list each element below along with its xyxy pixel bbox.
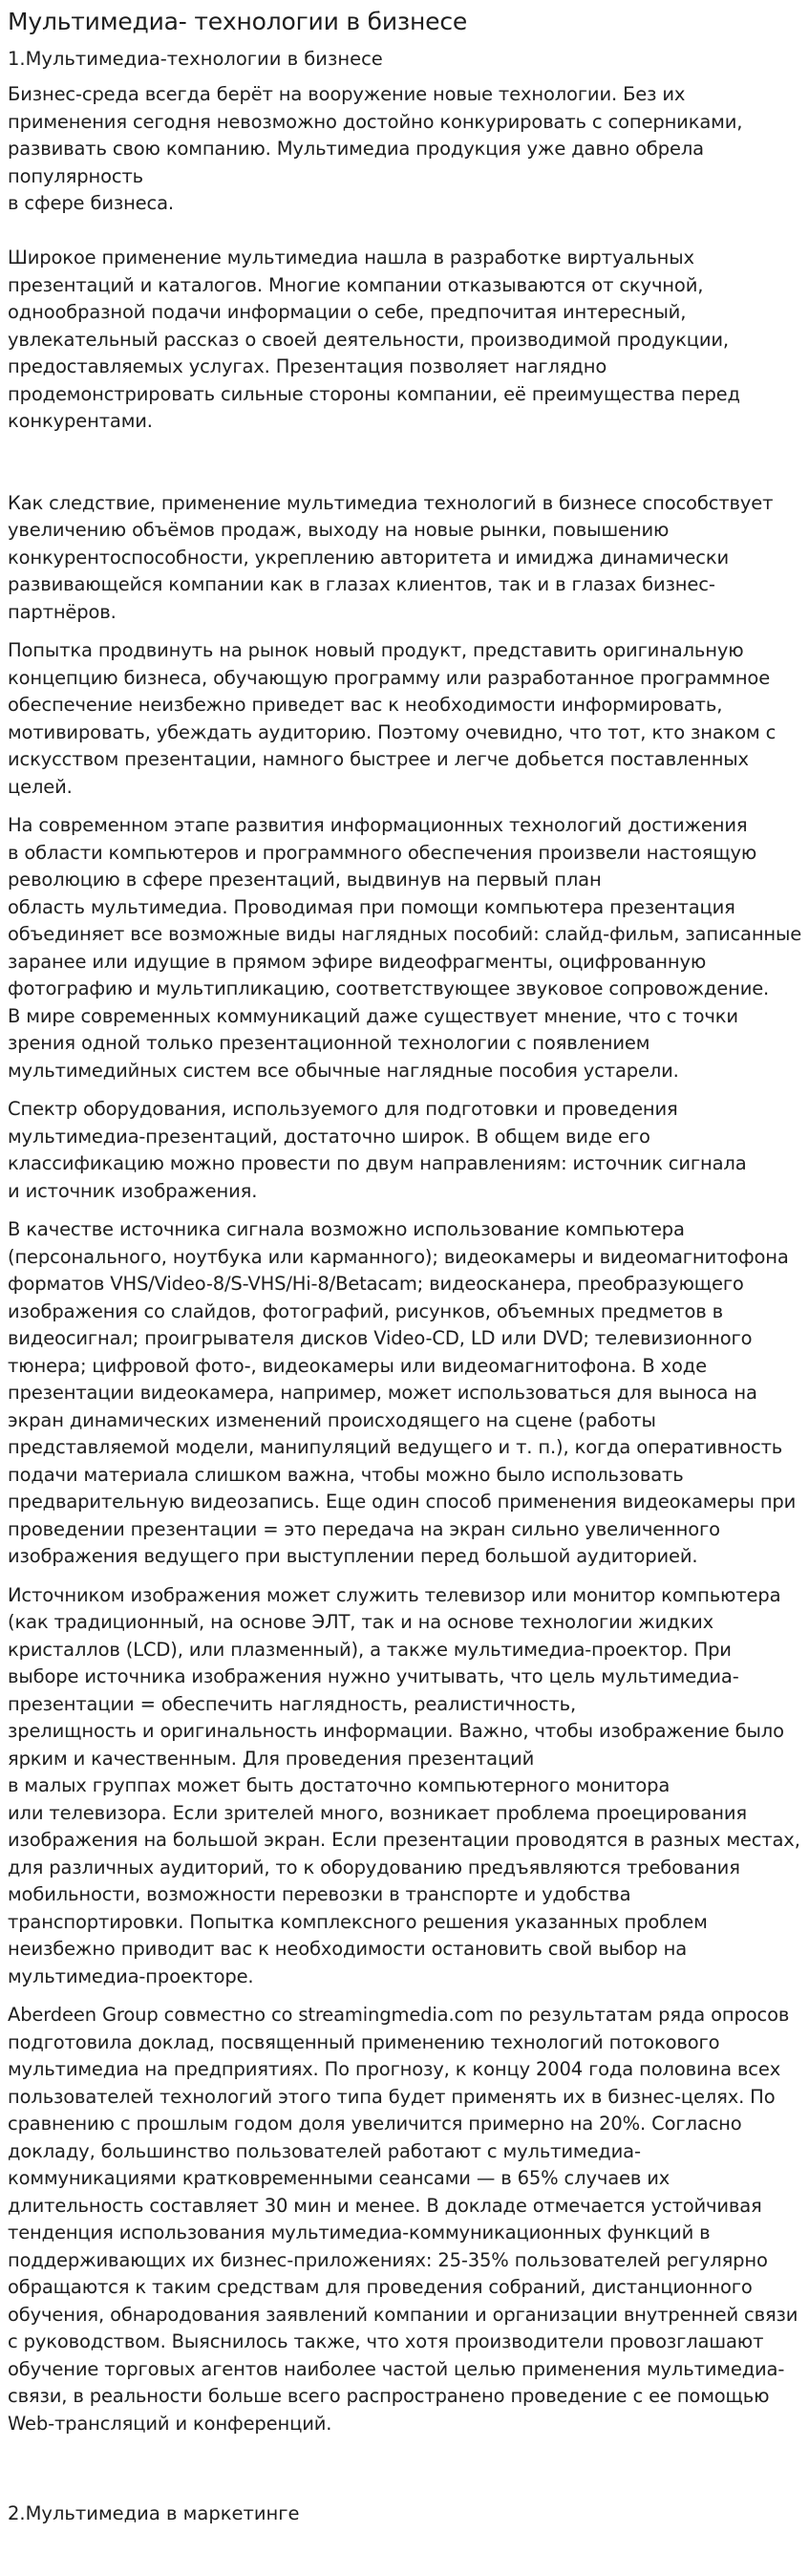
paragraph-signal-source: В качестве источника сигнала возможно использование компьютера (персонального, ноутбука или карманного); видеокамеры и видеомагнитофона форматов VHS/Video-8/S-VHS/Hi-8/Betacam; видеосканера, преобразующего изображения со слайдов, фотографий, рисунков, объемных предметов в видеосигнал; проигрывателя дисков Video-CD, LD или DVD; телевизионного тюнера; цифровой фото-, видеокамеры или видеомагнитофона. В ходе презентации видеокамера, например, может использоваться для выноса на экран динамических изменений происходящего на сцене (работы представляемой модели, манипуляций ведущего и т. п.), когда оперативность подачи материала слишком важна, чтобы можно было использовать предварительную видеозапись. Еще один способ применения видеокамеры при проведении презентации = это передача на экран сильно увеличенного изображения ведущего при выступлении перед большой аудиторией.	[8, 1218, 797, 1567]
section-heading-2: 2.Мультимедиа в маркетинге	[8, 2502, 300, 2524]
document-page	[0, 6, 809, 2527]
section-heading-1: 1.Мультимедиа-технологии в бизнесе	[8, 48, 383, 70]
paragraph-aberdeen: Aberdeen Group совместно со streamingmedia.com по результатам ряда опросов подготовила доклад, посвященный применению технологий потокового мультимедиа на предприятиях. По прогнозу, к концу 2004 года половина всех пользователей технологий этого типа будет применять их в бизнес-целях. По сравнению с прошлым годом доля увеличится примерно на 20%. Согласно докладу, большинство пользователей работают с мультимедиа-коммуникациями кратковременными сеансами — в 65% случаев их длительность составляет 30 мин и менее. В докладе отмечается устойчивая тенденция использования мультимедиа-коммуникационных функций в поддерживающих их бизнес-приложениях: 25-35% пользователей регулярно обращаются к таким средствам для проведения собраний, дистанционного обучения, обнародования заявлений компании и организации внутренней связи с руководством. Выяснилось также, что хотя производители провозглашают обучение торговых агентов наиболее частой целью применения мультимедиа-связи, в реальности больше всего распространено проведение с ее помощью Web-трансляций и конференций.	[8, 2004, 798, 2435]
paragraph-promotion: Попытка продвинуть на рынок новый продукт, представить оригинальную концепцию бизнеса, обучающую программу или разработанное программное обеспечение неизбежно приведет вас к необходимости информировать, мотивировать, убеждать аудиторию. Поэтому очевидно, что тот, кто знаком с искусством презентации, намного быстрее и легче добьется поставленных целей.	[8, 639, 777, 798]
paragraph-current-stage: На современном этапе развития информационных технологий достижения в области компьютеров и программного обеспечения произвели настоящую революцию в сфере презентаций, выдвинув на первый план область мультимедиа. Проводимая при помощи компьютера презентация объединяет все возможные виды наглядных пособий: слайд-фильм, записанные заранее или идущие в прямом эфире видеофрагменты, оцифрованную фотографию и мультипликацию, соответствующее звуковое сопровождение. В мире современных коммуникаций даже существует мнение, что с точки зрения одной только презентационной технологии с появлением мультимедийных систем все обычные наглядные пособия устарели.	[8, 814, 802, 1082]
paragraph-equipment: Спектр оборудования, используемого для подготовки и проведения мультимедиа-презентаций, достаточно широк. В общем виде его классификацию можно провести по двум направлениям: источник сигнала и источник изображения.	[8, 1098, 747, 1202]
paragraph-image-source: Источником изображения может служить телевизор или монитор компьютера (как традиционный, на основе ЭЛТ, так и на основе технологии жидких кристаллов (LCD), или плазменный), а также мультимедиа-проектор. При выборе источника изображения нужно учитывать, что цель мультимедиа-презентации = обеспечить наглядность, реалистичность, зрелищность и оригинальность информации. Важно, чтобы изображение было ярким и качественным. Для проведения презентаций в малых группах может быть достаточно компьютерного монитора или телевизора. Если зрителей много, возникает проблема проецирования изображения на большой экран. Если презентации проводятся в разных местах, для различных аудиторий, то к оборудованию предъявляются требования мобильности, возможности перевозки в транспорте и удобства транспортировки. Попытка комплексного решения указанных проблем неизбежно приводит вас к необходимости остановить свой выбор на мультимедиа-проекторе.	[8, 1583, 800, 1987]
document-title: Мультимедиа- технологии в бизнесе	[8, 8, 468, 35]
paragraph-intro: Бизнес-среда всегда берёт на вооружение новые технологии. Без их применения сегодня невозможно достойно конкурировать с соперниками, развивать свою компанию. Мультимедиа продукция уже давно обрела популярность в сфере бизнеса. Широкое применение мультимедиа нашла в разработке виртуальных презентаций и каталогов. Многие компании отказываются от скучной, однообразной подачи информации о себе, предпочитая интересный, увлекательный рассказ о своей деятельности, производимой продукции, предоставляемых услугах. Презентация позволяет наглядно продемонстрировать сильные стороны компании, её преимущества перед конкурентами. Как следствие, применение мультимедиа технологий в бизнесе способствует увеличению объёмов продаж, выходу на новые рынки, повышению конкурентоспособности, укреплению авторитета и имиджа динамически развивающейся компании как в глазах клиентов, так и в глазах бизнес-партнёров.	[8, 83, 774, 623]
